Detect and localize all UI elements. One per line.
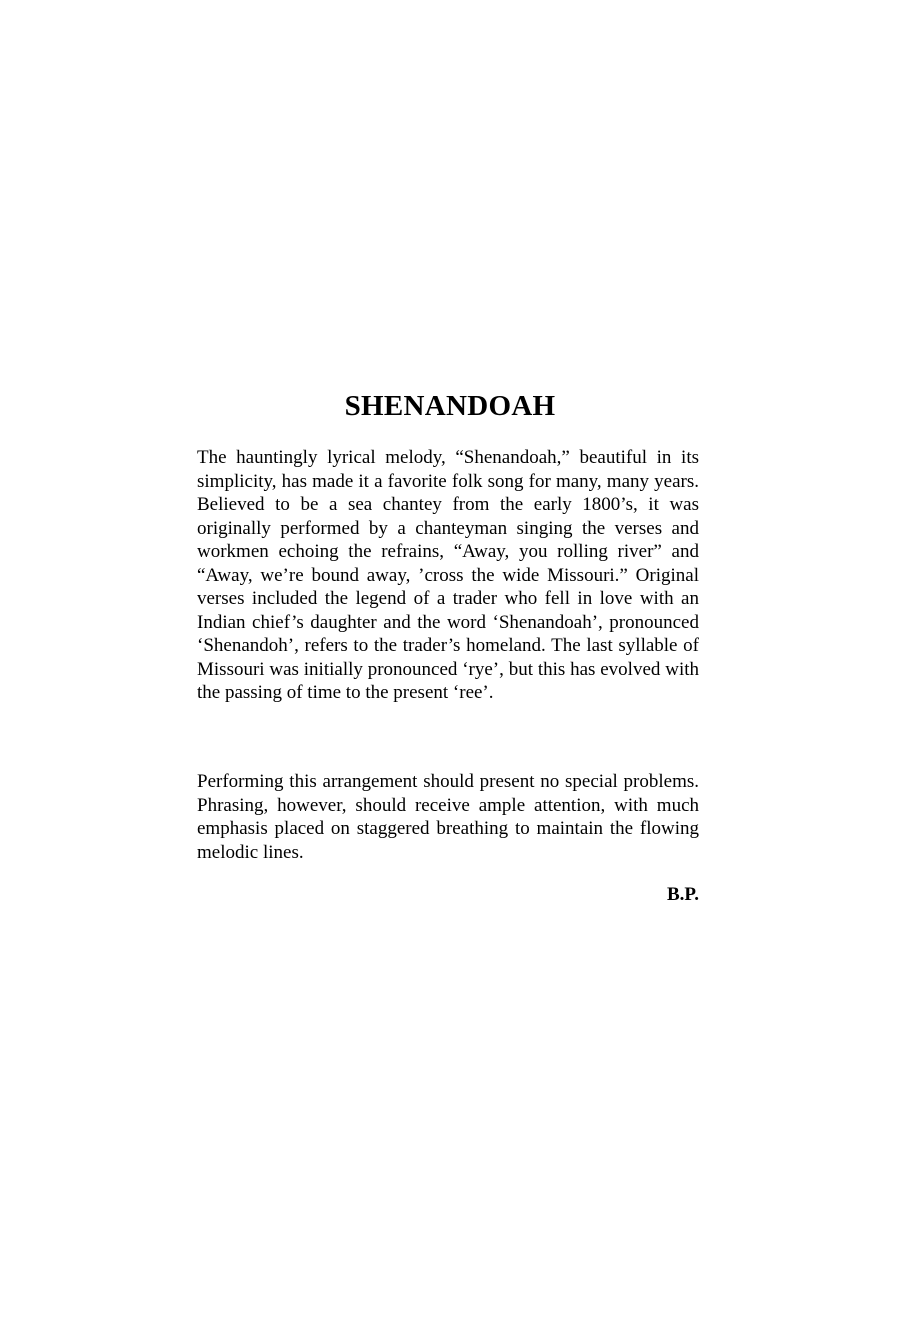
paragraph-performance-notes: Performing this arrangement should present no special problems. Phrasing, however, should receive ample attention, with much emphasis placed on staggered breathing to maintain the flowing melodic lines.	[197, 771, 699, 863]
author-signature: B.P.	[666, 884, 699, 905]
page-title: SHENANDOAH	[344, 390, 556, 422]
paragraph-intro: The hauntingly lyrical melody, “Shenandoah,” beautiful in its simplicity, has made it a favorite folk song for many, many years. Believed to be a sea chantey from the early 1800’s, it was originally performed by a chanteyman singing the verses and workmen echoing the refrains, “Away, you rolling river” and “Away, we’re bound away, ’cross the wide Missouri.” Original verses included the legend of a trader who fell in love with an Indian chief’s daughter and the word ‘Shenandoah’, pronounced ‘Shenandoh’, refers to the trader’s homeland. The last syllable of Missouri was initially pronounced ‘rye’, but this has evolved with the passing of time to the present ‘ree’.	[197, 447, 699, 703]
